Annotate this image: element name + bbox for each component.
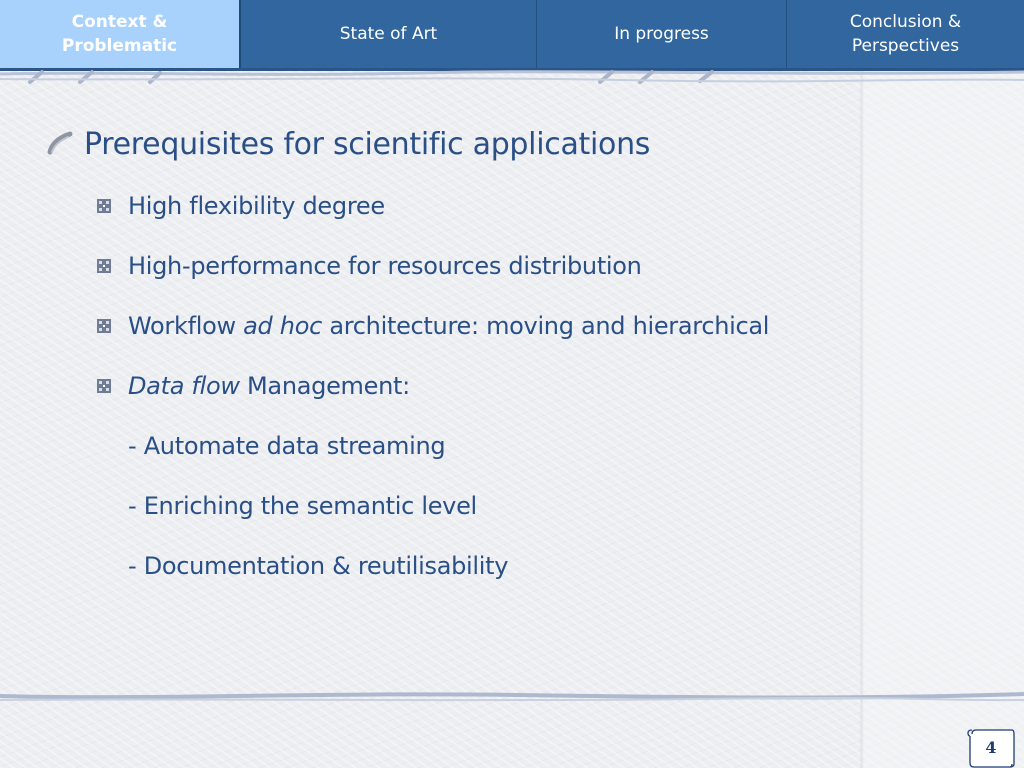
list-item: [96, 296, 846, 356]
list-item-text-part: Management:: [239, 372, 410, 400]
section-navigation-bar: [0, 0, 1024, 71]
bullet-list: [96, 176, 846, 596]
brush-stroke-divider-top: [0, 68, 1024, 86]
slide-title: Prerequisites for scientific applications: [84, 126, 651, 162]
brush-bullet-icon: [46, 130, 74, 158]
sub-list-item: - Automate data streaming: [128, 432, 446, 460]
nav-tab-in-progress[interactable]: In progress: [537, 0, 787, 68]
sub-list-item: - Documentation & reutilisability: [128, 552, 509, 580]
list-item: [96, 356, 846, 416]
list-item: [96, 236, 846, 296]
square-bullet-icon: [96, 318, 112, 334]
list-item-text: [128, 312, 769, 340]
page-number-badge: [966, 728, 1016, 768]
list-item-text-part: Workflow: [128, 312, 244, 340]
brush-stroke-divider-bottom: [0, 686, 1024, 706]
list-item-emphasis: Data flow: [128, 372, 240, 400]
list-item-text: [128, 372, 410, 400]
nav-tab-context-problematic[interactable]: Context & Problematic: [0, 0, 241, 68]
square-bullet-icon: [96, 198, 112, 214]
slide-content: [46, 120, 846, 596]
nav-tab-conclusion-perspectives[interactable]: Conclusion & Perspectives: [849, 12, 962, 56]
list-item-text: High-performance for resources distribution: [128, 252, 642, 280]
title-row: [46, 120, 846, 168]
list-item: [96, 176, 846, 236]
nav-tab-state-of-art[interactable]: State of Art: [241, 0, 537, 68]
sub-list-item: - Enriching the semantic level: [128, 492, 477, 520]
list-item-emphasis: ad hoc: [243, 312, 323, 340]
list-item-text-part: architecture: moving and hierarchical: [322, 312, 770, 340]
page-number: 4: [985, 738, 997, 757]
list-item-text: High flexibility degree: [128, 192, 385, 220]
square-bullet-icon: [96, 258, 112, 274]
square-bullet-icon: [96, 378, 112, 394]
